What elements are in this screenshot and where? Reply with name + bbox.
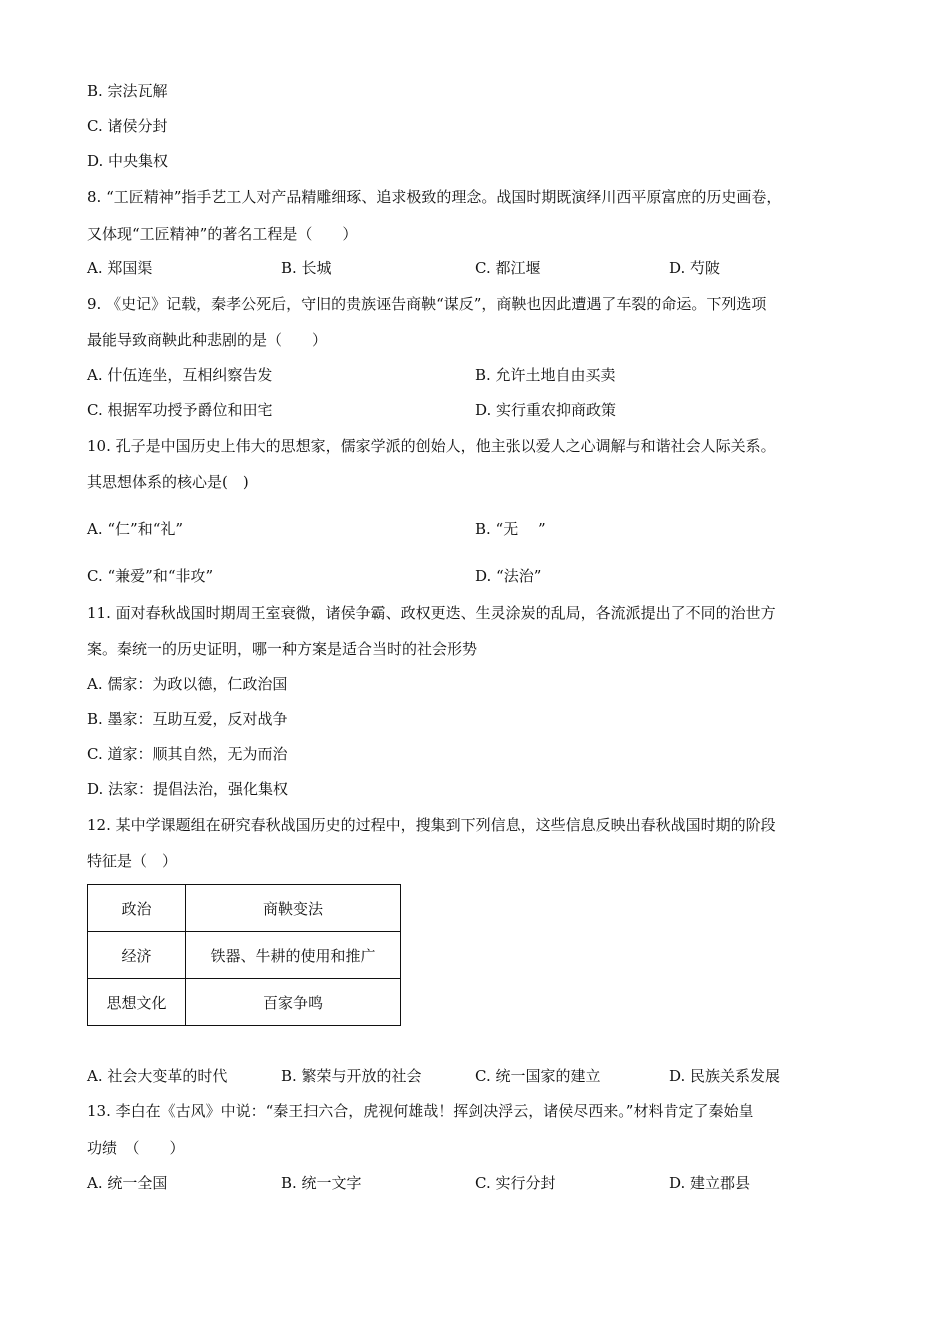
table-row — [88, 979, 401, 1026]
q13-option-d: D. 建立郡县 — [669, 1174, 751, 1192]
q7-option-b: B. 宗法瓦解 — [87, 82, 168, 100]
q9-option-d: D. 实行重农抑商政策 — [475, 401, 617, 419]
q10-option-a: A. “仁”和“礼” — [87, 520, 184, 538]
q8-stem-line1: 8. “工匠精神”指手艺工人对产品精雕细琢、追求极致的理念。战国时期既演绎川西平原富庶的历史画卷， — [87, 188, 782, 206]
table-cell-value: 铁器、牛耕的使用和推广 — [186, 932, 401, 979]
q10-option-c: C. “兼爱”和“非攻” — [87, 567, 214, 585]
q13-stem-line1: 13. 李白在《古风》中说：“秦王扫六合，虎视何雄哉！挥剑决浮云，诸侯尽西来。”材料肯定了秦始皇 — [87, 1102, 754, 1120]
q9-stem-line1: 9. 《史记》记载，秦孝公死后，守旧的贵族诬告商鞅“谋反”，商鞅也因此遭遇了车裂的命运。下列选项 — [87, 295, 767, 313]
q8-option-c: C. 都江堰 — [475, 259, 541, 277]
q13-stem-line2: 功绩 （ ） — [87, 1139, 185, 1157]
q7-option-d: D. 中央集权 — [87, 152, 169, 170]
table-row — [88, 885, 401, 932]
table-cell-value: 商鞅变法 — [186, 885, 401, 932]
q12-option-b: B. 繁荣与开放的社会 — [281, 1067, 422, 1085]
q12-option-d: D. 民族关系发展 — [669, 1067, 781, 1085]
q10-stem-line1: 10. 孔子是中国历史上伟大的思想家，儒家学派的创始人，他主张以爱人之心调解与和谐社会人际关系。 — [87, 437, 776, 455]
q11-stem-line1: 11. 面对春秋战国时期周王室衰微，诸侯争霸、政权更迭、生灵涂炭的乱局，各流派提出了不同的治世方 — [87, 604, 776, 622]
q9-option-b: B. 允许土地自由买卖 — [475, 366, 616, 384]
q8-stem-line2: 又体现“工匠精神”的著名工程是（ ） — [87, 225, 358, 243]
q10-stem-line2: 其思想体系的核心是( ) — [87, 473, 249, 491]
table-cell-key: 思想文化 — [88, 979, 186, 1026]
q9-option-c: C. 根据军功授予爵位和田宅 — [87, 401, 273, 419]
q10-option-b: B. “无 ” — [475, 520, 546, 538]
q12-stem-line1: 12. 某中学课题组在研究春秋战国历史的过程中，搜集到下列信息，这些信息反映出春秋战国时期的阶段 — [87, 816, 776, 834]
q13-option-b: B. 统一文字 — [281, 1174, 362, 1192]
table-cell-value: 百家争鸣 — [186, 979, 401, 1026]
q8-option-b: B. 长城 — [281, 259, 332, 277]
table-row — [88, 932, 401, 979]
q12-option-a: A. 社会大变革的时代 — [87, 1067, 228, 1085]
table-cell-key: 经济 — [88, 932, 186, 979]
q9-stem-line2: 最能导致商鞅此种悲剧的是（ ） — [87, 331, 328, 349]
q10-option-d: D. “法治” — [475, 567, 542, 585]
q12-stem-line2: 特征是（ ） — [87, 852, 178, 870]
table-cell-key: 政治 — [88, 885, 186, 932]
q11-option-c: C. 道家：顺其自然，无为而治 — [87, 745, 288, 763]
q7-option-c: C. 诸侯分封 — [87, 117, 168, 135]
q12-option-c: C. 统一国家的建立 — [475, 1067, 601, 1085]
q8-option-d: D. 芍陂 — [669, 259, 721, 277]
q9-option-a: A. 什伍连坐，互相纠察告发 — [87, 366, 273, 384]
q11-option-a: A. 儒家：为政以德，仁政治国 — [87, 675, 288, 693]
q12-info-table — [87, 884, 401, 1026]
q8-option-a: A. 郑国渠 — [87, 259, 153, 277]
q11-stem-line2: 案。秦统一的历史证明，哪一种方案是适合当时的社会形势 — [87, 640, 478, 658]
q11-option-b: B. 墨家：互助互爱，反对战争 — [87, 710, 288, 728]
q13-option-c: C. 实行分封 — [475, 1174, 556, 1192]
q11-option-d: D. 法家：提倡法治，强化集权 — [87, 780, 289, 798]
q13-option-a: A. 统一全国 — [87, 1174, 168, 1192]
